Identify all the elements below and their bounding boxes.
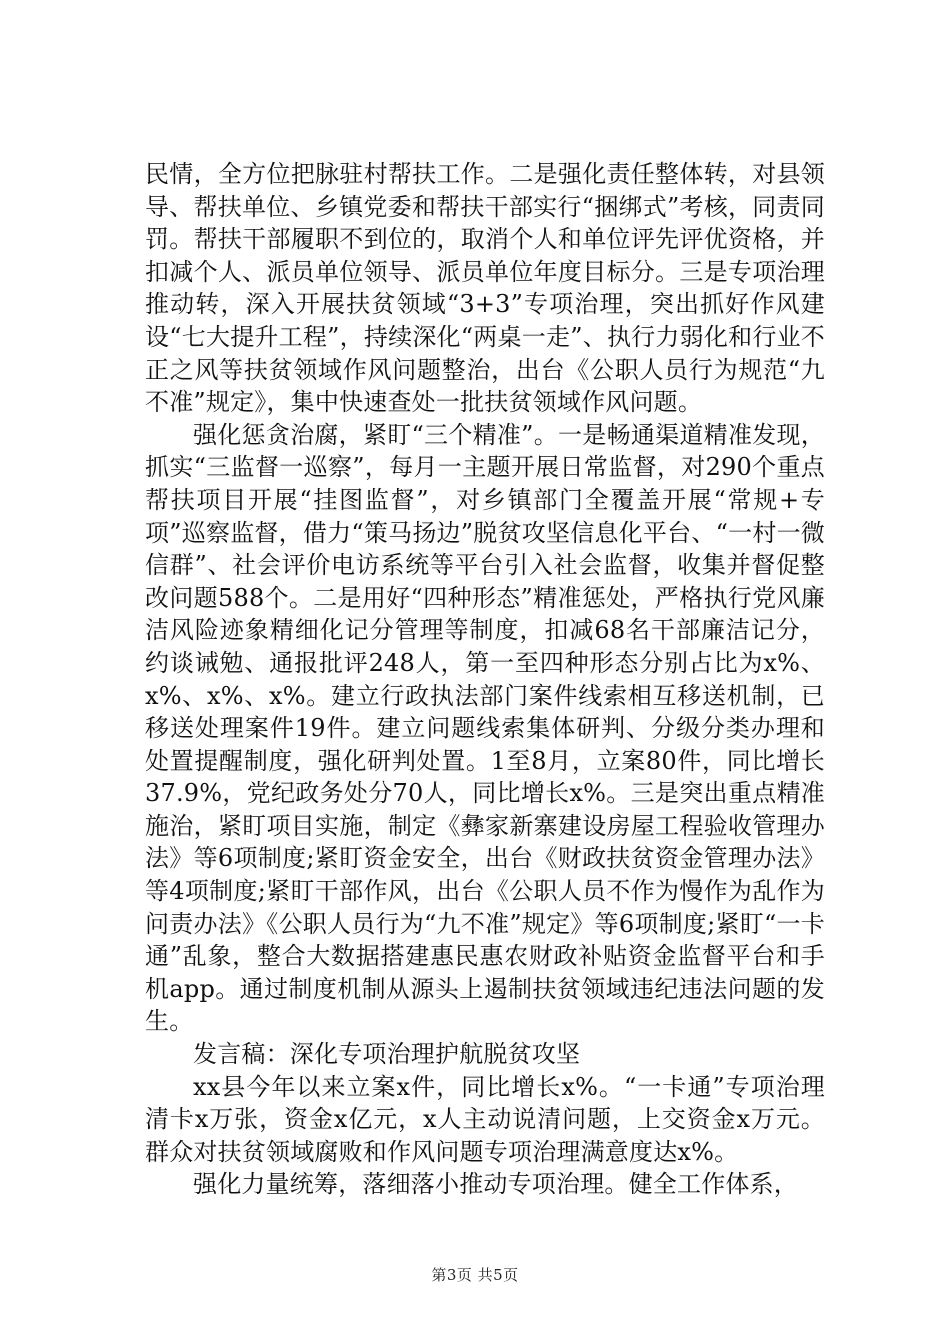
paragraph-coordination: 强化力量统筹，落细落小推动专项治理。健全工作体系， <box>193 1170 798 1199</box>
speech-heading: 发言稿：深化专项治理护航脱贫攻坚 <box>193 1040 581 1069</box>
paragraph-statistics: xx县今年以来立案x件，同比增长x%。“一卡通”专项治理清卡x万张，资金x亿元，x人主动说清问题，上交资金x万元。群众对扶贫领域腐败和作风问题专项治理满意度达x%。 <box>145 1072 825 1166</box>
paragraph-anti-corruption: 强化惩贪治腐，紧盯“三个精准”。一是畅通渠道精准发现，抓实“三监督一巡察”，每月一主题开展日常监督，对290个重点帮扶项目开展“挂图监督”，对乡镇部门全覆盖开展“常规+专项”巡察监督，借力“策马扬边”脱贫攻坚信息化平台、“一村一微信群”、社会评价电访系统等平台引入社会监督，收集并督促整改问题588个。二是用好“四种形态”精准惩处，严格执行党风廉洁风险迹象精细化记分管理等制度，扣减68名干部廉洁记分，约谈诫勉、通报批评248人，第一至四种形态分别占比为x%、x%、x%、x%。建立行政执法部门案件线索相互移送机制，已移送处理案件19件。建立问题线索集体研判、分级分类办理和处置提醒制度，强化研判处置。1至8月，立案80件，同比增长37.9%，党纪政务处分70人，同比增长x%。三是突出重点精准施治，紧盯项目实施，制定《彝家新寨建设房屋工程验收管理办法》等6项制度;紧盯资金安全，出台《财政扶贫资金管理办法》等4项制度;紧盯干部作风，出台《公职人员不作为慢作为乱作为问责办法》《公职人员行为“九不准”规定》等6项制度;紧盯“一卡通”乱象，整合大数据搭建惠民惠农财政补贴资金监督平台和手机app。通过制度机制从源头上遏制扶贫领域违纪违法问题的发生。 <box>145 420 825 1036</box>
page-number-footer: 第3页 共5页 <box>431 1266 519 1284</box>
document-body <box>145 158 825 1201</box>
paragraph-continuation: 民情，全方位把脉驻村帮扶工作。二是强化责任整体转，对县领导、帮扶单位、乡镇党委和帮扶干部实行“捆绑式”考核，同责同罚。帮扶干部履职不到位的，取消个人和单位评先评优资格，并扣减个人、派员单位领导、派员单位年度目标分。三是专项治理推动转，深入开展扶贫领域“3+3”专项治理，突出抓好作风建设“七大提升工程”，持续深化“两桌一走”、执行力弱化和行业不正之风等扶贫领域作风问题整治，出台《公职人员行为规范“九不准”规定》，集中快速查处一批扶贫领域作风问题。 <box>145 160 825 417</box>
